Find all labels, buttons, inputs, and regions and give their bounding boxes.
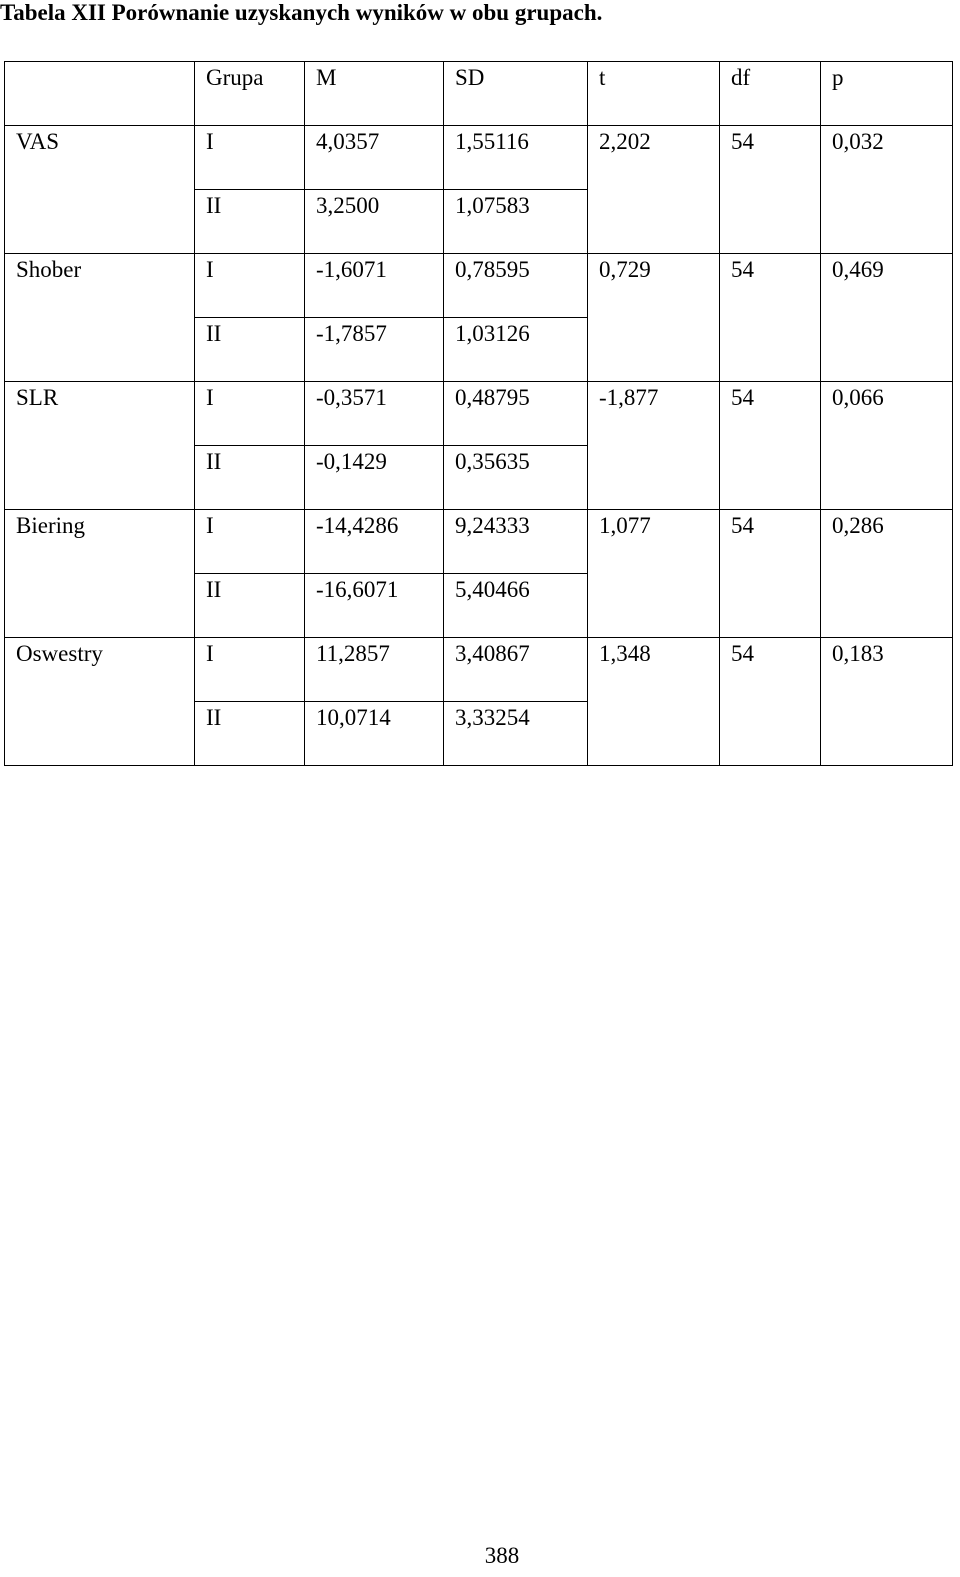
measure-cell-text: Shober: [16, 257, 82, 282]
t-cell-text: -1,877: [599, 385, 659, 410]
df-cell-text: 54: [731, 257, 754, 282]
mean-cell: [305, 638, 444, 702]
table-row: [5, 510, 953, 574]
group-cell: [195, 574, 305, 638]
measure-cell: [5, 510, 195, 638]
mean-cell-text: -0,1429: [316, 449, 387, 474]
mean-cell: [305, 254, 444, 318]
p-cell-text: 0,286: [832, 513, 884, 538]
mean-cell-text: -16,6071: [316, 577, 399, 602]
measure-cell: [5, 638, 195, 766]
group-cell-text: II: [206, 193, 222, 218]
mean-cell-text: 11,2857: [316, 641, 390, 666]
header-m-text: M: [316, 65, 337, 90]
sd-cell: [444, 446, 588, 510]
sd-cell-text: 1,55116: [455, 129, 529, 154]
measure-cell-text: Biering: [16, 513, 85, 538]
group-cell-text: II: [206, 705, 222, 730]
sd-cell: [444, 382, 588, 446]
mean-cell: [305, 126, 444, 190]
mean-cell: [305, 446, 444, 510]
mean-cell: [305, 190, 444, 254]
df-cell-text: 54: [731, 513, 754, 538]
mean-cell-text: 3,2500: [316, 193, 380, 218]
group-cell: [195, 510, 305, 574]
mean-cell: [305, 574, 444, 638]
p-cell-text: 0,032: [832, 129, 884, 154]
p-cell: [821, 382, 953, 510]
p-cell-text: 0,469: [832, 257, 884, 282]
df-cell: [720, 254, 821, 382]
mean-cell-text: -1,6071: [316, 257, 387, 282]
sd-cell: [444, 638, 588, 702]
df-cell: [720, 126, 821, 254]
table-row: [5, 638, 953, 702]
sd-cell: [444, 126, 588, 190]
p-cell-text: 0,183: [832, 641, 884, 666]
table-caption: Tabela XII Porównanie uzyskanych wyników w obu grupach.: [0, 0, 603, 25]
t-cell: [588, 638, 720, 766]
mean-cell: [305, 318, 444, 382]
p-cell: [821, 638, 953, 766]
measure-cell-text: Oswestry: [16, 641, 103, 666]
header-sd-text: SD: [455, 65, 485, 90]
group-cell-text: II: [206, 577, 222, 602]
df-cell: [720, 510, 821, 638]
sd-cell-text: 3,33254: [455, 705, 530, 730]
group-cell: [195, 382, 305, 446]
measure-cell-text: SLR: [16, 385, 59, 410]
header-measure: [5, 62, 195, 126]
sd-cell-text: 9,24333: [455, 513, 530, 538]
group-cell-text: II: [206, 449, 222, 474]
t-cell: [588, 254, 720, 382]
t-cell-text: 0,729: [599, 257, 651, 282]
sd-cell: [444, 318, 588, 382]
p-cell: [821, 126, 953, 254]
mean-cell: [305, 382, 444, 446]
group-cell-text: II: [206, 321, 222, 346]
group-cell: [195, 702, 305, 766]
group-cell: [195, 318, 305, 382]
header-m: [305, 62, 444, 126]
measure-cell: [5, 254, 195, 382]
df-cell-text: 54: [731, 641, 754, 666]
sd-cell: [444, 702, 588, 766]
sd-cell-text: 0,48795: [455, 385, 530, 410]
header-p: [821, 62, 953, 126]
measure-cell: [5, 382, 195, 510]
mean-cell-text: 10,0714: [316, 705, 391, 730]
group-cell: [195, 190, 305, 254]
results-table: [4, 61, 953, 766]
sd-cell-text: 5,40466: [455, 577, 530, 602]
mean-cell-text: -14,4286: [316, 513, 399, 538]
df-cell-text: 54: [731, 129, 754, 154]
mean-cell-text: 4,0357: [316, 129, 380, 154]
group-cell-text: I: [206, 385, 214, 410]
group-cell: [195, 446, 305, 510]
sd-cell-text: 0,78595: [455, 257, 530, 282]
t-cell: [588, 510, 720, 638]
measure-cell-text: VAS: [16, 129, 60, 154]
df-cell: [720, 382, 821, 510]
df-cell: [720, 638, 821, 766]
header-grupa-text: Grupa: [206, 65, 264, 90]
t-cell-text: 2,202: [599, 129, 651, 154]
page-number: 388: [484, 1543, 520, 1568]
header-t-text: t: [599, 65, 606, 90]
t-cell-text: 1,348: [599, 641, 651, 666]
t-cell-text: 1,077: [599, 513, 651, 538]
df-cell-text: 54: [731, 385, 754, 410]
sd-cell: [444, 190, 588, 254]
group-cell-text: I: [206, 257, 214, 282]
sd-cell-text: 0,35635: [455, 449, 530, 474]
p-cell-text: 0,066: [832, 385, 884, 410]
sd-cell: [444, 510, 588, 574]
mean-cell: [305, 702, 444, 766]
mean-cell-text: -0,3571: [316, 385, 387, 410]
t-cell: [588, 126, 720, 254]
header-df: [720, 62, 821, 126]
group-cell: [195, 638, 305, 702]
group-cell: [195, 254, 305, 318]
header-grupa: [195, 62, 305, 126]
header-sd: [444, 62, 588, 126]
group-cell-text: I: [206, 129, 214, 154]
group-cell-text: I: [206, 641, 214, 666]
table-row: [5, 254, 953, 318]
group-cell-text: I: [206, 513, 214, 538]
sd-cell-text: 3,40867: [455, 641, 530, 666]
t-cell: [588, 382, 720, 510]
p-cell: [821, 254, 953, 382]
sd-cell: [444, 254, 588, 318]
measure-cell: [5, 126, 195, 254]
p-cell: [821, 510, 953, 638]
table-row: [5, 126, 953, 190]
sd-cell-text: 1,07583: [455, 193, 530, 218]
mean-cell-text: -1,7857: [316, 321, 387, 346]
header-row: [5, 62, 953, 126]
header-t: [588, 62, 720, 126]
sd-cell-text: 1,03126: [455, 321, 530, 346]
results-table-body: [5, 62, 953, 766]
header-df-text: df: [731, 65, 751, 90]
table-row: [5, 382, 953, 446]
mean-cell: [305, 510, 444, 574]
group-cell: [195, 126, 305, 190]
sd-cell: [444, 574, 588, 638]
header-p-text: p: [832, 65, 844, 90]
